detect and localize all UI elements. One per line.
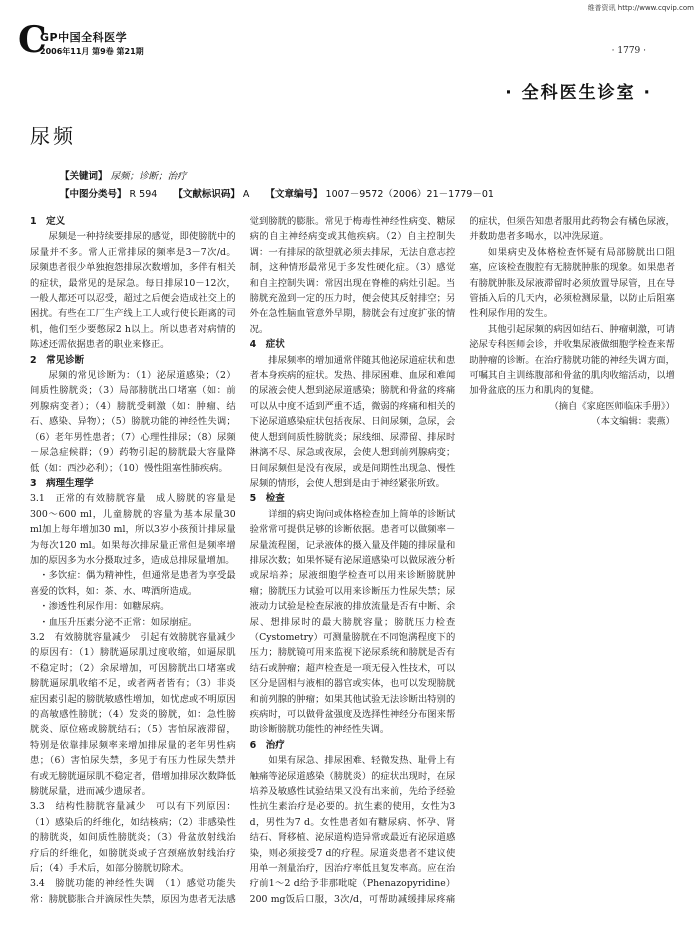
heading-treatment: 6 治疗 [249,739,285,751]
keywords-line [60,168,187,182]
bullet-polydipsia: ・多饮症：偶为精神性，但通常是患者为享受最喜爱的饮料，如：茶、水、啤酒所造成。 [30,570,236,597]
journal-header [18,19,218,61]
clc-label: 【中图分类号】 [60,189,127,200]
page-number: · 1779 · [611,46,646,56]
paragraph-treatment-1: 如果有尿急、排尿困难、轻微发热、耻骨上有触痛等泌尿道感染（膀胱炎）的症状出现时，在尿培养及敏感性试验结果又没有出来前，先给予经验性抗生素治疗是必要的。抗生素的使用，女性为3 d，男性为7 d。女性患者如有糖尿病、怀孕、肾结石、肾移植、泌尿道构造异常或最近有泌尿道感染，则必须接受7 d的疗程。尿道炎患者不建议使用单一剂量治疗，因治疗率低且复发率高。应在治疗前1～2 d给予非那吡啶（Phenazopyridine）200 mg饭后口服，3次/d，可帮助减缓排尿疼痛的症状，但须告知患者服用此药物会有橘色尿液，并数助患者多喝水，以冲洗尿道。 [249,216,675,905]
doc-code-value: A [242,189,250,200]
editor-credit: （本文编辑：裴燕） [591,416,675,428]
paragraph-neurologic-disorder: 3.4 膀胱功能的神经性失调 （1）感觉功能失常：膀胱膨胀合并滴尿性失禁，原因为患者无法感觉到膀胱的膨胀。常见于梅毒性神经性病变、糖尿病的自主神经病变或其他疾病。（2）自主控制失调：一有排尿的欲望就必须去排尿，无法自意志控制，这种情形最常见于多发性硬化症。（3）感觉和自主控制失调：常因出现在脊椎的病灶引起。当膀胱充盈到一定的压力时，便会使其反射排空；另外在急性脑血管意外早期，膀胱会有过度扩张的情况。 [30,216,456,905]
article-number-label: 【文章编号】 [265,189,323,200]
paragraph-structural-capacity: 3.3 结构性膀胱容量减少 可以有下列原因：（1）感染后的纤维化，如结核病；（2）非感染性的膀胱炎，如间质性膀胱炎；（3）骨盆放射线治疗后的纤维化，如膀胱炎或子宫颈癌放射线治疗后；（4）手术后，如部分膀胱切除术。 [30,801,236,875]
journal-name: GP中国全科医学 [40,31,128,44]
heading-diagnosis: 2 常见诊断 [30,354,85,366]
bullet-vasopressin: ・血压升压素分泌不正常：如尿崩症。 [39,616,198,628]
article-number-value: 1007－9572（2006）21－1779－01 [325,189,494,200]
paragraph-normal-capacity: 3.1 正常的有效膀胱容量 成人膀胱的容量是300～600 ml，儿童膀胱的容量为基本尿量30 ml加上每年增加30 ml，所以3岁小孩预计排尿量为每次120 ml。如果每次排尿量正常但是频率增加的原因多为水分摄取过多，造成总排尿量增加。 [30,493,236,566]
heading-examination: 5 检查 [249,493,285,505]
paragraph-examination: 详细的病史询问或体格检查加上简单的诊断试验常常可提供足够的诊断依据。患者可以做频率－尿量流程图，记录液体的摄入量及伴随的排尿量和排尿次数；如果怀疑有泌尿道感染可以做尿液分析或尿培养；尿液细胞学检查可以用来诊断膀胱肿瘤；膀胱压力试验可以用来诊断压力性尿失禁；尿液动力试验是检查尿液的排放流量是否有中断、余尿、想排尿时的最大膀胱容量；膀胱压力检查（Cystometry）可测量膀胱在不同饱满程度下的压力；膀胱镜可用来监视下泌尿系统和膀胱是否有结石或肿瘤；超声检查是一项无侵入性技术，可以区分是固相与液相的器官或实体，也可以发现膀胱和前列腺的肿瘤；如果其他试验无法诊断出特别的疾病时，可以做骨盆强度及选择性神经分布图来帮助诊断膀胱功能性的神经性失调。 [249,508,456,736]
paragraph-treatment-2: 如果病史及体格检查怀疑有局部膀胱出口阻塞，应该检查腹腔有无膀胱肿胀的现象。如果患者有膀胱肿胀及尿液滞留时必须放置导尿管，且在导管插入后的几天内，必须检测尿量，以防止后阻塞性利尿作用的发生。 [469,246,675,320]
section-heading: · 全科医生诊室 · [505,83,652,103]
journal-logo: C [18,19,47,61]
heading-pathophysiology: 3 病理生理学 [30,477,94,489]
doc-code-label: 【文献标识码】 [173,189,240,200]
paragraph-reduced-capacity: 3.2 有效膀胱容量减少 引起有效膀胱容量减少的原因有：（1）膀胱逼尿肌过度收缩，如逼尿肌不稳定时；（2）余尿增加，可因膀胱出口堵塞或膀胱逼尿肌收缩不足，或者两者皆有；（3）非炎症因素引起的膀胱敏感性增加，如忧虑或不明原因的高敏感性膀胱；（4）发炎的膀胱，如：急性膀胱炎、原位癌或膀胱结石；（5）害怕尿液滞留，特别是依靠排尿频率来增加排尿量的老年男性病患；（6）害怕尿失禁，多见于有压力性尿失禁并有或无膀胱逼尿肌不稳定者，借增加排尿次数降低膀胱尿量，进而减少遗尿者。 [30,631,236,798]
article-body [30,214,675,919]
bullet-osmotic-diuresis: ・渗透性利尿作用：如糖尿病。 [39,601,170,613]
keywords-value: 尿频；诊断；治疗 [110,171,187,182]
heading-definition: 1 定义 [30,216,66,227]
article-title: 尿频 [30,124,76,148]
keywords-label: 【关键词】 [60,171,108,182]
paragraph-diagnosis: 尿频的常见诊断为：（1）泌尿道感染；（2）间质性膀胱炎；（3）局部膀胱出口堵塞（如：前列腺病变者）；（4）膀胱受刺激（如：肿瘤、结石、感染、异物）；（5）膀胱功能的神经性失调；（6）老年男性患者；（7）心理性排尿；（8）尿频－尿急症候群；（9）药物引起的膀胱最大容量降低（如：西沙必利）；（10）慢性阻塞性肺疾病。 [30,370,236,474]
source-citation: （摘自《家庭医师临床手册》） [549,400,675,412]
paragraph-symptoms: 排尿频率的增加通常伴随其他泌尿道症状和患者本身疾病的症状。发热、排尿困难、血尿和难闻的尿液会使人想到泌尿道感染；膀胱和骨盆的疼痛可以从中度不适到严重不适，微弱的疼痛和相关的下泌尿道感染症状包括夜尿、日间尿频，急尿，会使人想到间质性膀胱炎；尿线细、尿滞留、排尿时淋漓不尽、尿急或夜尿，会使人想到前列腺病变；日间尿频但是没有夜尿，或是间期性出现急、慢性尿频的情形，会使人想到是由于神经紧张所致。 [249,354,456,489]
clc-value: R 594 [129,189,158,200]
heading-symptoms: 4 症状 [249,339,285,351]
paragraph-definition: 尿频是一种持续要排尿的感觉，即使膀胱中的尿量并不多。常人正常排尿的频率是3－7次/d。尿频患者很少单独抱怨排尿次数增加，多伴有相关的症状，最常见的是尿急。每日排尿10－12次，一般人都还可以忍受，超过之后便会造成社交上的困扰。有些在工厂生产线上工人或行使长距离的司机，他们至少要憋尿2 h以上。所以患者对病情的陈述还需依据患者的职业来修正。 [30,231,236,351]
classification-line [60,186,494,200]
journal-issue: 2006年11月 第9卷 第21期 [40,47,144,56]
paragraph-treatment-3: 其他引起尿频的病因如结石、肿瘤刺激，可请泌尿专科医师会诊，并收集尿液做细胞学检查来帮助肿瘤的诊断。在治疗膀胱功能的神经失调方面，可嘱其自主训练腹部和骨盆的肌肉收缩活动，以增加骨盆底的压力和肌肉的复健。 [469,323,675,397]
watermark: 维普资讯 http://www.cqvip.com [587,4,694,12]
